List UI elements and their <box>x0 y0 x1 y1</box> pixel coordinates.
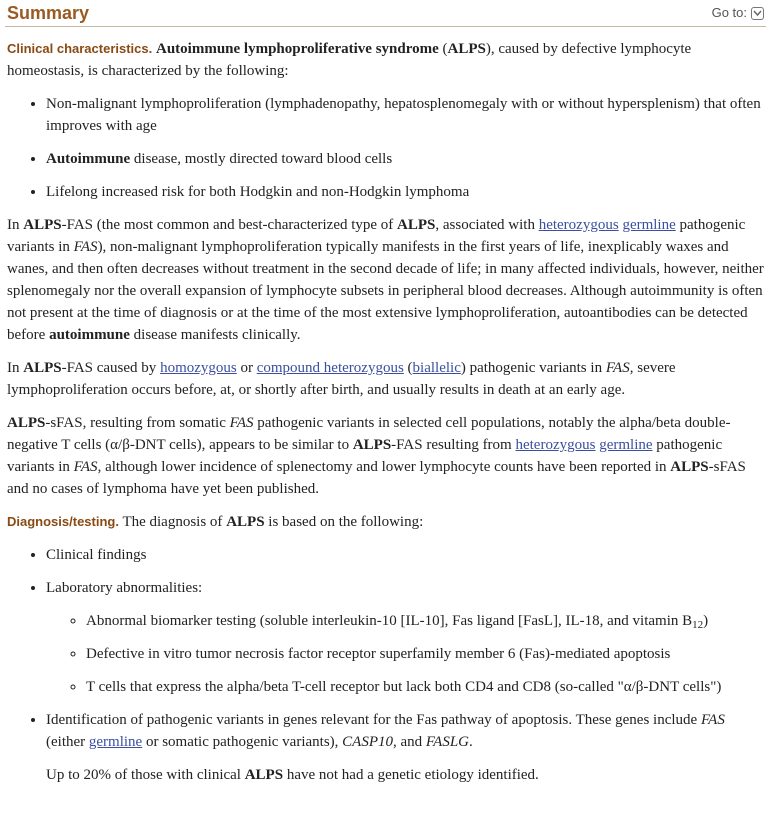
diagnosis-label: Diagnosis/testing. <box>7 514 119 529</box>
diagnosis-list <box>7 544 764 786</box>
list-item: • Clinical findings <box>46 544 764 566</box>
clinical-label: Clinical characteristics. <box>7 41 153 56</box>
link-germline[interactable]: germline <box>88 734 143 750</box>
section-title: Summary <box>7 3 90 23</box>
link-biallelic[interactable]: biallelic <box>412 360 461 376</box>
genetic-etiology-note: Up to 20% of those with clinical ALPS have not had a genetic etiology identified. <box>46 767 539 783</box>
paragraph-biallelic: In ALPS-FAS caused by homozygous or compound heterozygous (biallelic) pathogenic variants in FAS, severe lymphoproliferation occurs before, at, or shortly after birth, and usually results in death at an early age. <box>7 360 676 398</box>
link-heterozygous[interactable]: heterozygous <box>538 217 619 233</box>
link-germline[interactable]: germline <box>599 437 653 453</box>
list-item: ◦ Defective in vitro tumor necrosis factor receptor superfamily member 6 (Fas)-mediated apoptosis <box>86 643 764 665</box>
link-homozygous[interactable]: homozygous <box>160 360 237 376</box>
diagnosis-intro: Diagnosis/testing. The diagnosis of ALPS is based on the following: <box>7 514 424 530</box>
list-item: • Laboratory abnormalities: ◦ Abnormal biomarker testing (soluble interleukin-10 [IL-10], Fas ligand [FasL], IL-18, and vitamin $B_{12}$) ◦ Defective in vitro tumor necrosis factor receptor superfamily member 6 (Fas)-mediated apoptosis ◦ T cells that express the alpha/beta T-cell receptor but lack both CD4 and CD8 (so-called "α/β-DNT cells") <box>46 577 764 698</box>
goto-menu[interactable] <box>712 4 764 22</box>
list-item: • Autoimmune disease, mostly directed toward blood cells <box>46 148 764 170</box>
list-item: • Non-malignant lymphoproliferation (lymphadenopathy, hepatosplenomegaly with or without hypersplenism) that often improves with age <box>46 93 764 137</box>
link-heterozygous[interactable]: heterozygous <box>515 437 596 453</box>
list-item: ◦ T cells that express the alpha/beta T-cell receptor but lack both CD4 and CD8 (so-called "α/β-DNT cells") <box>86 676 764 698</box>
alps-term: Autoimmune lymphoproliferative syndrome <box>156 41 439 57</box>
link-germline[interactable]: germline <box>622 217 676 233</box>
link-compound-heterozygous[interactable]: compound heterozygous <box>256 360 404 376</box>
paragraph-alps-fas: In ALPS-FAS (the most common and best-characterized type of ALPS, associated with heterozygous germline pathogenic variants in FAS), non-malignant lymphoproliferation typically manifests in the first years of life, inexplicably waxes and wanes, and then often decreases without treatment in the second decade of life; in many affected individuals, however, neither splenomegaly nor the overall expansion of lymphocyte subsets in peripheral blood decreases. Although autoimmunity is often not present at the time of diagnosis or at the time of the most extensive lymphoproliferation, autoantibodies can be detected before autoimmune disease manifests clinically. <box>7 217 764 343</box>
goto-label[interactable]: Go to: <box>711 5 747 20</box>
clinical-intro: Clinical characteristics. Autoimmune lymphoproliferative syndrome (ALPS), caused by defective lymphocyte homeostasis, is characterized by the following: <box>7 41 692 79</box>
alps-abbrev: ALPS <box>447 41 486 57</box>
list-item: • Identification of pathogenic variants in genes relevant for the Fas pathway of apoptosis. These genes include FAS (either germline or somatic pathogenic variants), CASP10, and FASLG. Up to 20% of those with clinical ALPS have not had a genetic etiology identified. <box>46 709 764 786</box>
list-item: • Lifelong increased risk for both Hodgkin and non-Hodgkin lymphoma <box>46 181 764 203</box>
features-list <box>7 93 764 203</box>
list-item: ◦ Abnormal biomarker testing (soluble interleukin-10 [IL-10], Fas ligand [FasL], IL-18, and vitamin $B_{12}$) <box>86 610 764 632</box>
lab-abnormalities-list <box>46 610 764 698</box>
chevron-down-icon[interactable] <box>751 7 764 20</box>
paragraph-alps-sfas: ALPS-sFAS, resulting from somatic FAS pathogenic variants in selected cell populations, notably the alpha/beta double-negative T cells (α/β-DNT cells), appears to be similar to ALPS-FAS resulting from heterozygous germline pathogenic variants in FAS, although lower incidence of splenectomy and lower lymphocyte counts have been reported in ALPS-sFAS and no cases of lymphoma have yet been published. <box>7 415 746 497</box>
section-header <box>5 0 766 27</box>
summary-content <box>0 38 771 786</box>
